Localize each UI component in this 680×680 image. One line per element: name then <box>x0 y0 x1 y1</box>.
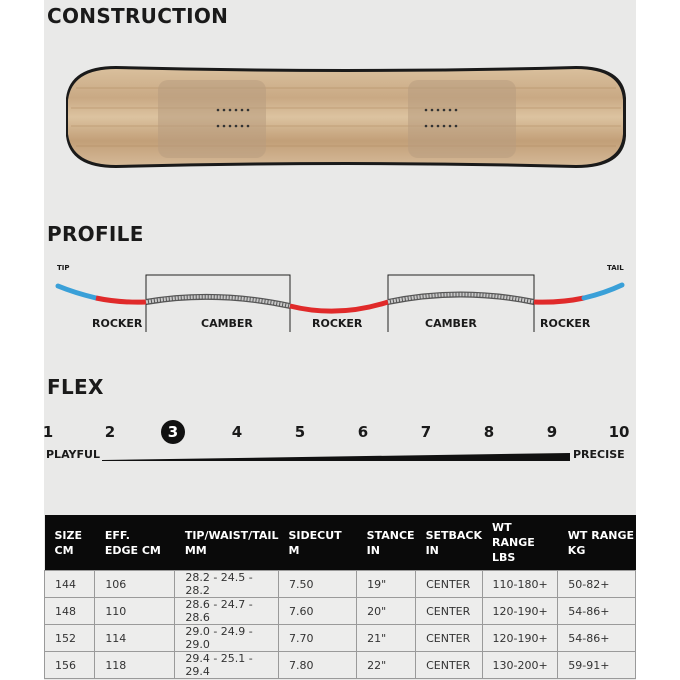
flex-scale-1: 1 <box>42 423 54 441</box>
zone-label-rocker: ROCKER <box>92 317 143 330</box>
flex-scale-9: 9 <box>546 423 558 441</box>
table-cell: CENTER <box>416 652 482 679</box>
tail-label: TAIL <box>607 264 624 272</box>
table-cell: 114 <box>95 625 175 652</box>
flex-wedge-bar <box>100 450 575 464</box>
table-cell: 7.50 <box>278 571 356 598</box>
profile-heading: PROFILE <box>47 222 144 246</box>
flex-scale-3-selected: 3 <box>161 420 185 444</box>
table-cell: 106 <box>95 571 175 598</box>
flex-scale-6: 6 <box>357 423 369 441</box>
table-header-row <box>45 515 636 571</box>
header-wt-lbs: WT RANGE LBS <box>482 515 558 571</box>
flex-scale-8: 8 <box>483 423 495 441</box>
table-cell: 120-190+ <box>482 625 558 652</box>
zone-label-camber: CAMBER <box>425 317 477 330</box>
table-cell: CENTER <box>416 598 482 625</box>
zone-label-rocker: ROCKER <box>312 317 363 330</box>
flex-scale-4: 4 <box>231 423 243 441</box>
table-row <box>45 625 636 652</box>
table-cell: 152 <box>45 625 95 652</box>
table-cell: 20" <box>357 598 416 625</box>
table-cell: 29.0 - 24.9 - 29.0 <box>175 625 279 652</box>
table-cell: 156 <box>45 652 95 679</box>
table-cell: 110 <box>95 598 175 625</box>
table-cell: 7.80 <box>278 652 356 679</box>
table-cell: 19" <box>357 571 416 598</box>
header-size: SIZE CM <box>45 515 95 571</box>
table-cell: 28.2 - 24.5 - 28.2 <box>175 571 279 598</box>
zone-label-rocker: ROCKER <box>540 317 591 330</box>
table-cell: 118 <box>95 652 175 679</box>
header-tip-waist-tail: TIP/WAIST/TAIL MM <box>175 515 279 571</box>
table-cell: 7.60 <box>278 598 356 625</box>
construction-heading: CONSTRUCTION <box>47 4 229 28</box>
tip-label: TIP <box>57 264 70 272</box>
table-cell: 54-86+ <box>558 598 636 625</box>
table-cell: CENTER <box>416 625 482 652</box>
table-cell: 28.6 - 24.7 - 28.6 <box>175 598 279 625</box>
zone-label-camber: CAMBER <box>201 317 253 330</box>
table-cell: 120-190+ <box>482 598 558 625</box>
flex-scale-5: 5 <box>294 423 306 441</box>
header-eff-edge: EFF. EDGE CM <box>95 515 175 571</box>
flex-scale-7: 7 <box>420 423 432 441</box>
flex-min-label: PLAYFUL <box>46 448 100 461</box>
table-cell: 144 <box>45 571 95 598</box>
specs-table <box>44 515 636 679</box>
table-row <box>45 652 636 679</box>
table-row <box>45 598 636 625</box>
table-cell: 59-91+ <box>558 652 636 679</box>
table-cell: 50-82+ <box>558 571 636 598</box>
flex-scale-10: 10 <box>608 423 630 441</box>
table-row <box>45 571 636 598</box>
table-cell: 130-200+ <box>482 652 558 679</box>
flex-heading: FLEX <box>47 375 104 399</box>
table-cell: 7.70 <box>278 625 356 652</box>
header-stance: STANCE IN <box>357 515 416 571</box>
header-setback: SETBACK IN <box>416 515 482 571</box>
table-cell: 29.4 - 25.1 - 29.4 <box>175 652 279 679</box>
header-sidecut: SIDECUT M <box>278 515 356 571</box>
flex-scale-2: 2 <box>104 423 116 441</box>
table-cell: 54-86+ <box>558 625 636 652</box>
table-cell: 22" <box>357 652 416 679</box>
table-cell: 148 <box>45 598 95 625</box>
table-cell: 21" <box>357 625 416 652</box>
header-wt-kg: WT RANGE KG <box>558 515 636 571</box>
flex-max-label: PRECISE <box>573 448 625 461</box>
table-cell: CENTER <box>416 571 482 598</box>
table-cell: 110-180+ <box>482 571 558 598</box>
